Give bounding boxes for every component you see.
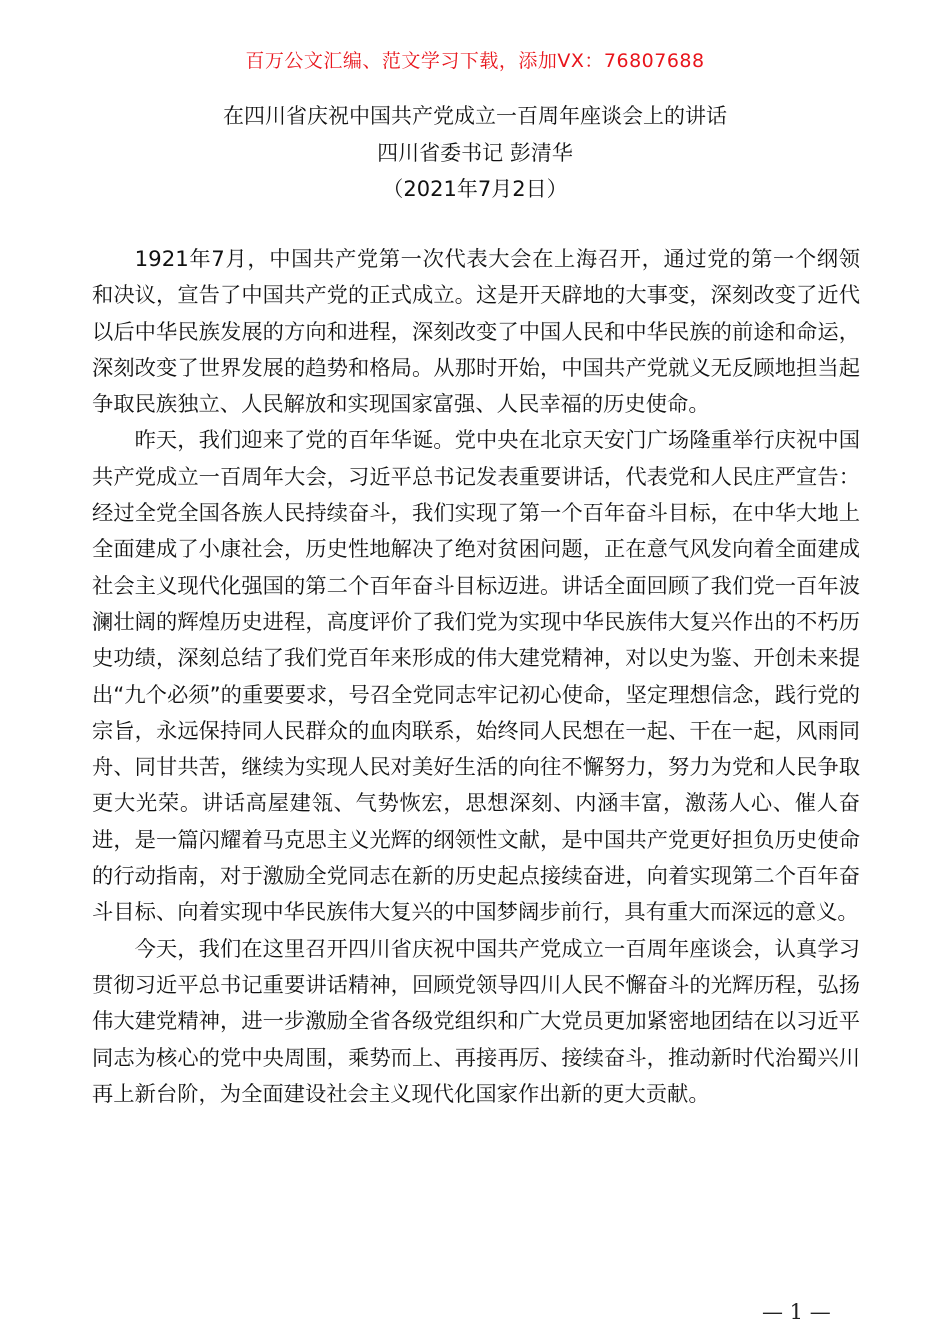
page-number: — 1 — xyxy=(762,1300,831,1324)
document-date: （2021年7月2日） xyxy=(382,177,568,201)
document-body xyxy=(92,242,860,1113)
document-author: 四川省委书记 彭清华 xyxy=(377,141,573,165)
watermark-banner: 百万公文汇编、范文学习下载，添加VX：76807688 xyxy=(245,50,705,72)
paragraph: 今天，我们在这里召开四川省庆祝中国共产党成立一百周年座谈会，认真学习贯彻习近平总书记重要讲话精神，回顾党领导四川人民不懈奋斗的光辉历程，弘扬伟大建党精神，进一步激励全省各级党组织和广大党员更加紧密地团结在以习近平同志为核心的党中央周围，乘势而上、再接再厉、接续奋斗，推动新时代治蜀兴川再上新台阶，为全面建设社会主义现代化国家作出新的更大贡献。 xyxy=(92,936,860,1107)
paragraph: 1921年7月，中国共产党第一次代表大会在上海召开，通过党的第一个纲领和决议，宣告了中国共产党的正式成立。这是开天辟地的大事变，深刻改变了近代以后中华民族发展的方向和进程，深刻改变了中国人民和中华民族的前途和命运，深刻改变了世界发展的趋势和格局。从那时开始，中国共产党就义无反顾地担当起争取民族独立、人民解放和实现国家富强、人民幸福的历史使命。 xyxy=(92,247,860,418)
document-title: 在四川省庆祝中国共产党成立一百周年座谈会上的讲话 xyxy=(223,104,727,128)
paragraph: 昨天，我们迎来了党的百年华诞。党中央在北京天安门广场隆重举行庆祝中国共产党成立一百周年大会，习近平总书记发表重要讲话，代表党和人民庄严宣告：经过全党全国各族人民持续奋斗，我们实现了第一个百年奋斗目标，在中华大地上全面建成了小康社会，历史性地解决了绝对贫困问题，正在意气风发向着全面建成社会主义现代化强国的第二个百年奋斗目标迈进。讲话全面回顾了我们党一百年波澜壮阔的辉煌历史进程，高度评价了我们党为实现中华民族伟大复兴作出的不朽历史功绩，深刻总结了我们党百年来形成的伟大建党精神，对以史为鉴、开创未来提出“九个必须”的重要要求，号召全党同志牢记初心使命，坚定理想信念，践行党的宗旨，永远保持同人民群众的血肉联系，始终同人民想在一起、干在一起，风雨同舟、同甘共苦，继续为实现人民对美好生活的向往不懈努力，努力为党和人民争取更大光荣。讲话高屋建瓴、气势恢宏，思想深刻、内涵丰富，激荡人心、催人奋进，是一篇闪耀着马克思主义光辉的纲领性文献，是中国共产党更好担负历史使命的行动指南，对于激励全党同志在新的历史起点接续奋进，向着实现第二个百年奋斗目标、向着实现中华民族伟大复兴的中国梦阔步前行，具有重大而深远的意义。 xyxy=(92,428,860,926)
